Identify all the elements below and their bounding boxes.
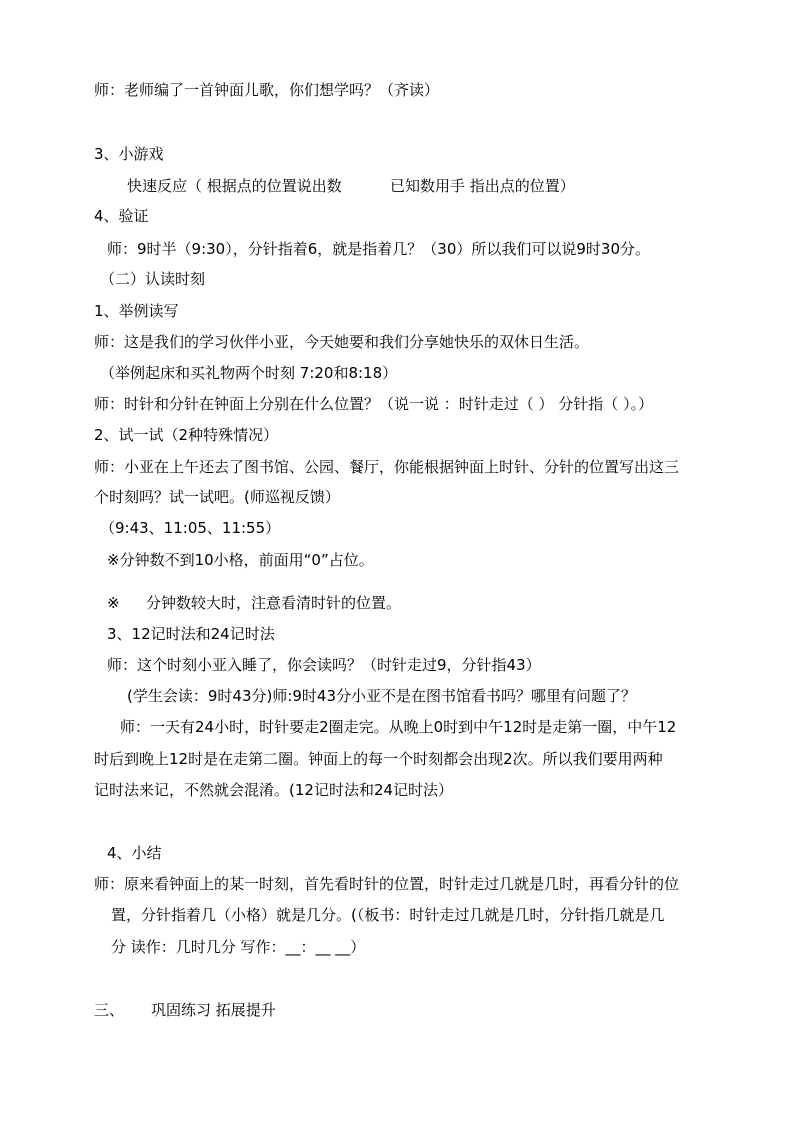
teacher-line-three-times-1: 师：小亚在上午还去了图书馆、公园、餐厅，你能根据钟面上时针、分针的位置写出这三 [94,458,680,476]
section-heading-example: 1、举例读写 [94,302,179,320]
teacher-explain-line-1: 师：一天有24小时，时针要走2圈走完。从晚上0时到中午12时是走第一圈，中午12 [120,718,677,736]
section-heading-try: 2、试一试（2种特殊情况） [94,426,279,444]
section-heading-read-time: （二）认读时刻 [100,270,206,288]
summary-line-1: 师：原来看钟面上的某一时刻，首先看时针的位置，时针走过几就是几时，再看分针的位 [94,875,680,893]
section-heading-mini-game: 3、小游戏 [94,145,164,163]
teacher-line-hand-position: 师：时针和分针在钟面上分别在什么位置？（说一说 ：时针走过（ ） 分针指（ ）。） [94,395,654,413]
section-heading-12-24: 3、12记时法和24记时法 [107,625,275,643]
part-three-number: 三、 [94,1001,125,1019]
teacher-line-nine-thirty: 师：9时半（9:30），分针指着6，就是指着几？（30）所以我们可以说9时30分。 [107,240,650,258]
student-reading-line: (学生会读：9时43分)师:9时43分小亚不是在图书馆看书吗？哪里有问题了？ [127,687,637,705]
teacher-explain-line-2: 时后到晚上12时是在走第二圈。钟面上的每一个时刻都会出现2次。所以我们要用两种 [94,750,663,768]
note-mark: ※ [107,594,120,612]
teacher-line-nursery-rhyme: 师：老师编了一首钟面儿歌，你们想学吗？（齐读） [94,81,440,99]
three-times-answer: （9:43、11:05、11:55） [100,519,281,537]
part-three-title: 巩固练习 拓展提升 [151,1001,276,1019]
game-point-position: 已知数用手 指出点的位置） [390,177,575,195]
summary-line-3: 分 读作：几时几分 写作：__：__ __） [111,938,366,956]
teacher-line-xiaoya-intro: 师：这是我们的学习伙伴小亚，今天她要和我们分享她快乐的双休日生活。 [94,333,590,351]
game-quick-response: 快速反应（ 根据点的位置说出数 [127,177,342,195]
section-heading-verify: 4、验证 [94,207,149,225]
teacher-explain-line-3: 记时法来记，不然就会混淆。(12记时法和24记时法） [94,781,454,799]
example-times-note: （举例起床和买礼物两个时刻 7:20和8:18） [100,364,398,382]
teacher-line-asleep: 师：这个时刻小亚入睡了，你会读吗？（时针走过9，分针指43） [107,656,541,674]
summary-line-2: 置，分针指着几（小格）就是几分。(（板书：时针走过几就是几时，分针指几就是几 [111,906,665,924]
note-large-minutes: 分钟数较大时，注意看清时针的位置。 [146,594,402,612]
teacher-line-three-times-2: 个时刻吗？试一试吧。(师巡视反馈） [94,488,340,506]
section-heading-summary: 4、小结 [107,844,162,862]
note-zero-placeholder: ※分钟数不到10小格，前面用“0”占位。 [107,551,374,569]
